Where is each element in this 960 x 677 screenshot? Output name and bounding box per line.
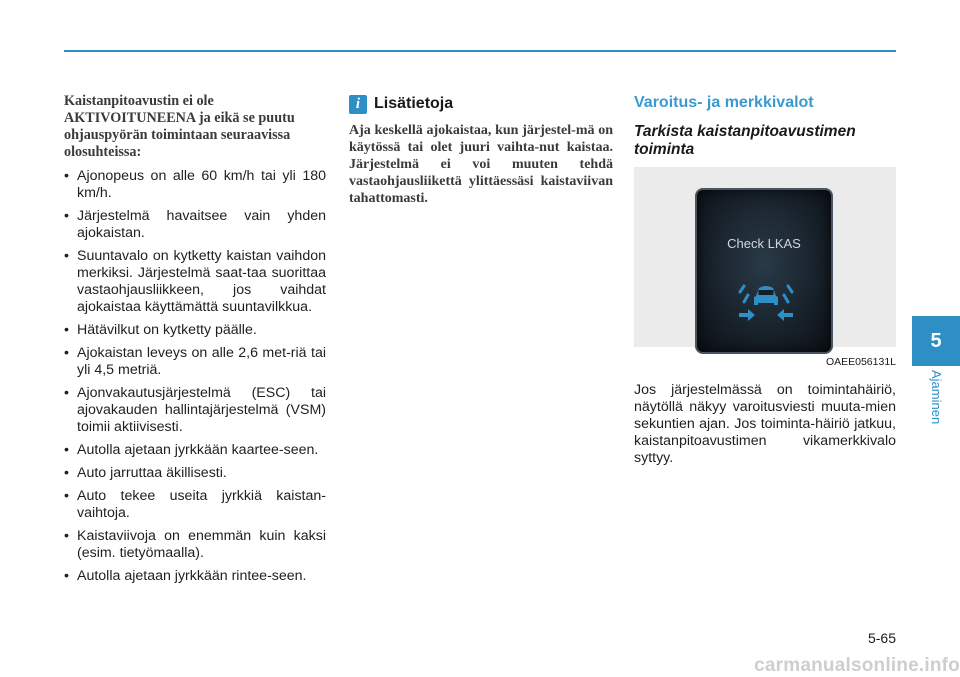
list-item: • Ajonopeus on alle 60 km/h tai yli 180 km/h. bbox=[64, 168, 326, 202]
list-item: • Autolla ajetaan jyrkkään rintee-seen. bbox=[64, 568, 326, 585]
list-item: • Auto jarruttaa äkillisesti. bbox=[64, 465, 326, 482]
info-header bbox=[349, 93, 613, 115]
chapter-number-tab: 5 bbox=[912, 316, 960, 366]
lkas-lane-keeping-icon bbox=[737, 282, 795, 326]
cluster-screen bbox=[695, 188, 833, 354]
column-2 bbox=[349, 93, 613, 207]
malfunction-text: Jos järjestelmässä on toimintahäiriö, näytöllä näkyy varoitusviesti muuta-mien sekuntien ajan. Jos toiminta-häiriö jatkuu, kaistanpitoavustimen vikamerkkivalo syttyy. bbox=[634, 382, 896, 466]
conditions-heading: Kaistanpitoavustin ei ole AKTIVOITUNEENA ja eikä se puutu ohjauspyörän toimintaan seuraavissa olosuhteissa: bbox=[64, 93, 295, 160]
screen-message: Check LKAS bbox=[727, 236, 801, 251]
list-item: • Suuntavalo on kytketty kaistan vaihdon merkiksi. Järjestelmä saat-taa suorittaa vastaohjausliikkeen, jos vaihdat ajokaistaa käyttämättä suuntavilkkua. bbox=[64, 248, 326, 316]
list-item: • Auto tekee useita jyrkkiä kaistan-vaihtoja. bbox=[64, 488, 326, 522]
list-item: • Hätävilkut on kytketty päälle. bbox=[64, 322, 326, 339]
page-number: 5-65 bbox=[867, 630, 896, 646]
chapter-label: Ajaminen bbox=[929, 370, 944, 425]
figure-code: OAEE056131L bbox=[825, 356, 896, 368]
top-rule bbox=[64, 50, 896, 52]
conditions-list bbox=[64, 168, 326, 585]
cluster-display-figure bbox=[634, 167, 896, 347]
section-title: Varoitus- ja merkkivalot bbox=[634, 94, 814, 111]
subsection-title: Tarkista kaistanpitoavustimen toiminta bbox=[634, 123, 856, 158]
list-item: • Kaistaviivoja on enemmän kuin kaksi (esim. tietyömaalla). bbox=[64, 528, 326, 562]
list-item: • Järjestelmä havaitsee vain yhden ajokaistan. bbox=[64, 208, 326, 242]
info-body: Aja keskellä ajokaistaa, kun järjestel-mä on käytössä tai olet juuri vaihta-nut kaistaa. Järjestelmä ei voi muuten tehdä vastaohjausliikettä ylittäessäsi kaistaviivan tahattomasti. bbox=[349, 123, 613, 206]
column-3 bbox=[634, 93, 896, 467]
info-icon: i bbox=[349, 95, 367, 114]
watermark: carmanualsonline.info bbox=[754, 655, 960, 676]
list-item: • Autolla ajetaan jyrkkään kaartee-seen. bbox=[64, 442, 326, 459]
list-item: • Ajonvakautusjärjestelmä (ESC) tai ajovakauden hallintajärjestelmä (VSM) toimii aktiivisesti. bbox=[64, 385, 326, 436]
info-title: Lisätietoja bbox=[374, 95, 454, 112]
column-1 bbox=[64, 93, 326, 591]
list-item: • Ajokaistan leveys on alle 2,6 met-riä tai yli 4,5 metriä. bbox=[64, 345, 326, 379]
